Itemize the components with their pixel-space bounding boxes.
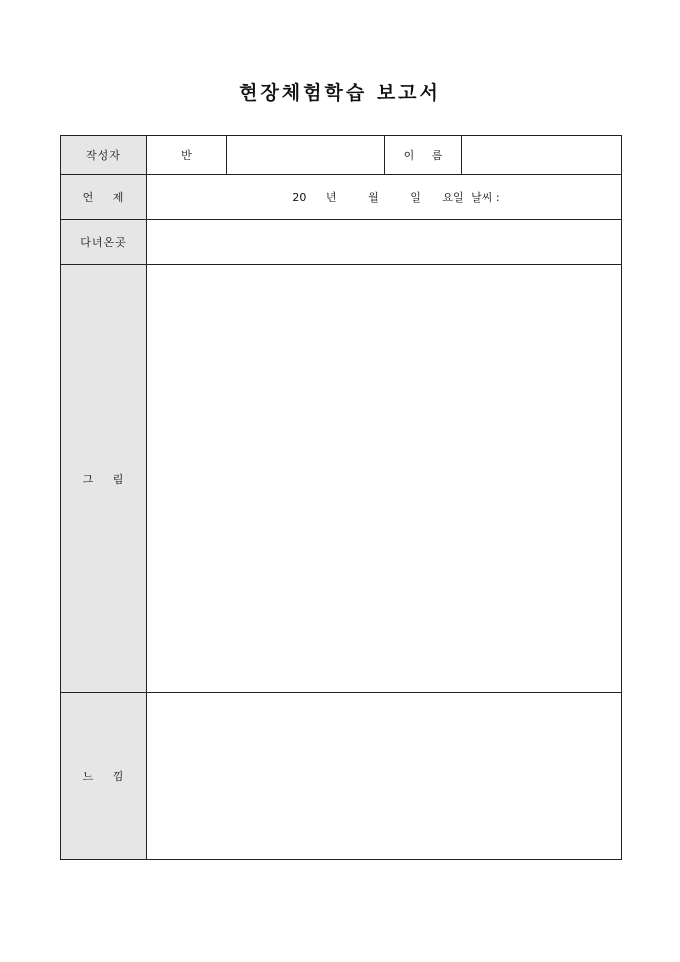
author-row [61, 136, 622, 175]
class-label: 반 [147, 136, 227, 175]
when-row [61, 175, 622, 220]
date-day-unit: 일 [410, 191, 421, 204]
feeling-row [61, 693, 622, 860]
drawing-label: 그 림 [61, 265, 147, 693]
class-field[interactable] [227, 136, 385, 175]
date-month-unit: 월 [368, 191, 379, 204]
when-label: 언 제 [61, 175, 147, 220]
weather-label: 날씨 : [471, 191, 500, 204]
place-row [61, 220, 622, 265]
date-year: 20 [292, 191, 307, 204]
document-title: 현장체험학습 보고서 [239, 82, 441, 104]
name-label: 이 름 [385, 136, 462, 175]
author-label: 작성자 [61, 136, 147, 175]
drawing-area[interactable] [147, 265, 622, 693]
feeling-area[interactable] [147, 693, 622, 860]
report-form [60, 135, 622, 860]
date-field[interactable] [147, 175, 622, 220]
date-weekday-unit: 요일 [442, 191, 464, 204]
feeling-label: 느 낌 [61, 693, 147, 860]
date-year-unit: 년 [325, 191, 337, 204]
place-label: 다녀온곳 [61, 220, 147, 265]
name-field[interactable] [462, 136, 622, 175]
drawing-row [61, 265, 622, 693]
place-field[interactable] [147, 220, 622, 265]
